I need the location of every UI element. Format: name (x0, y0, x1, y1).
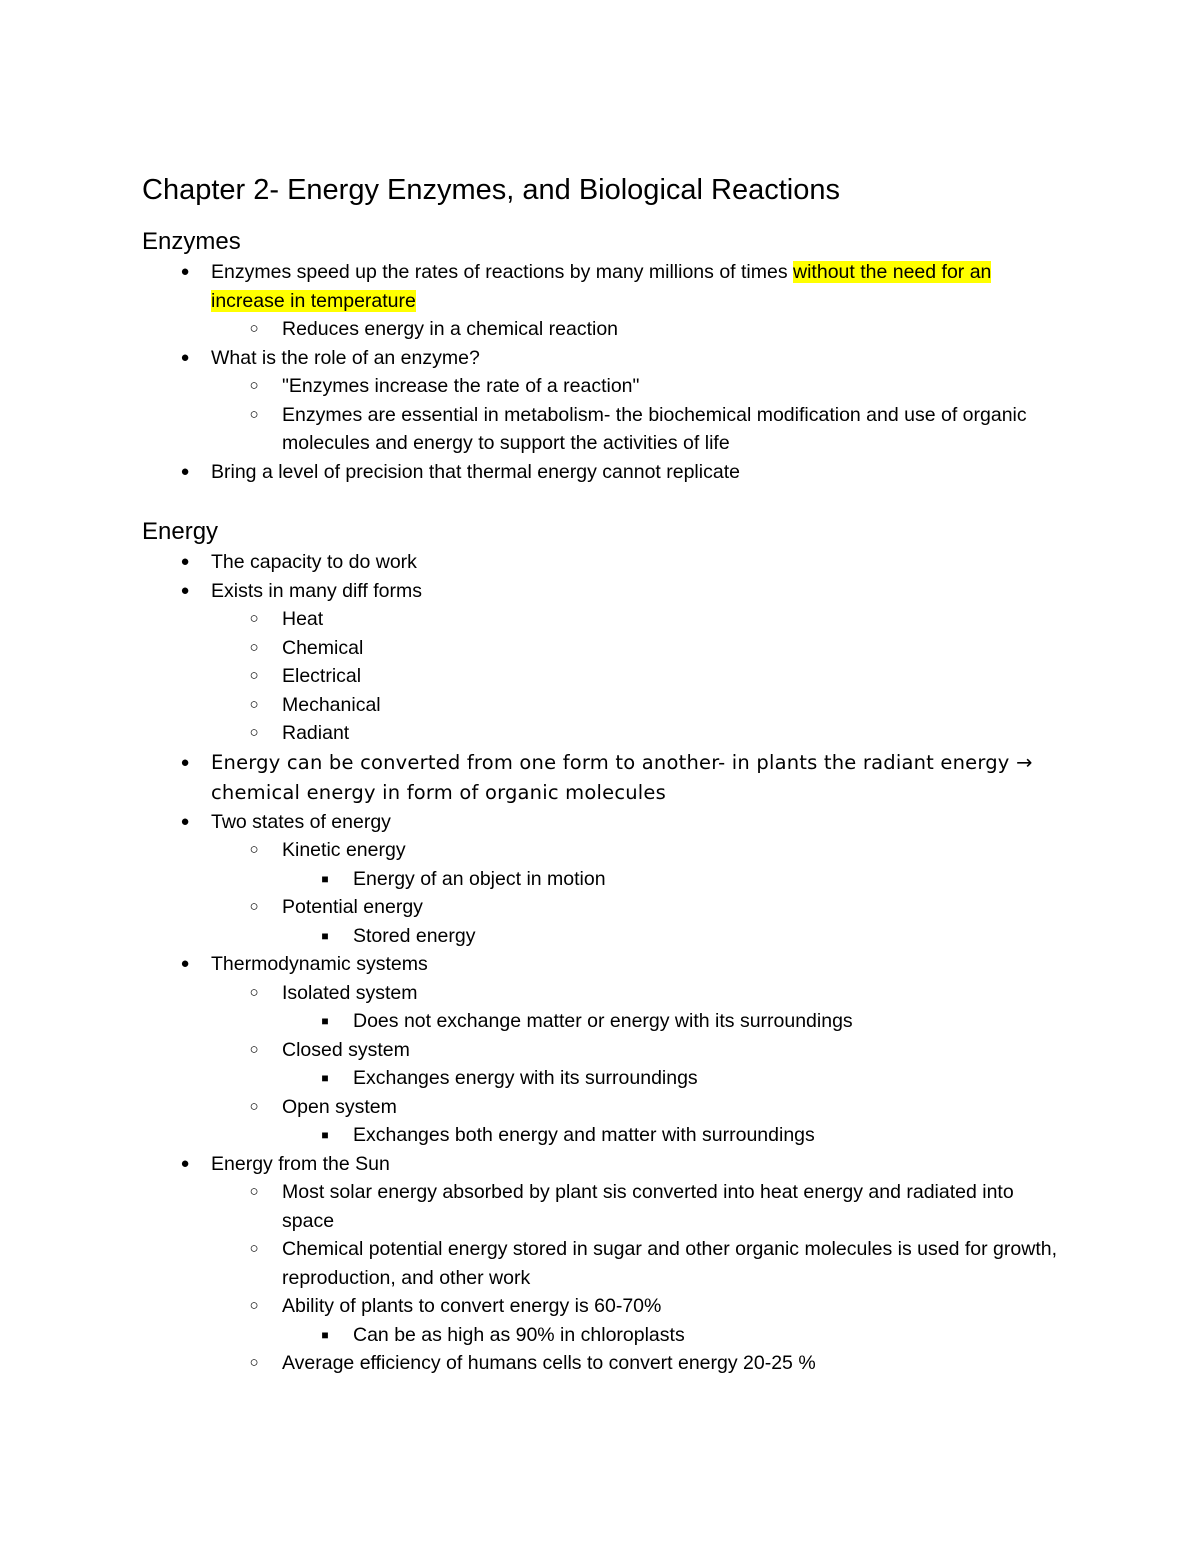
circle-bullet-icon: ○ (249, 695, 259, 713)
circle-bullet-icon: ○ (249, 667, 259, 684)
list-item: ○ Isolated system ■ Does not exchange matter or energy with its surroundings (211, 979, 1062, 1036)
list-item: ○ Radiant (211, 719, 1062, 748)
list-item: ● Energy can be converted from one form to another- in plants the radiant energy → chemical energy in form of organic molecules (142, 748, 1062, 808)
list-item: ■ Exchanges both energy and matter with surroundings (282, 1121, 1062, 1150)
section-heading-energy: Energy (142, 518, 219, 545)
circle-bullet-icon: ○ (249, 377, 259, 394)
list-item: ○ Kinetic energy ■ Energy of an object in motion (211, 836, 1062, 893)
circle-bullet-icon: ○ (249, 983, 259, 1001)
circle-bullet-icon: ○ (249, 320, 259, 337)
circle-bullet-icon: ○ (249, 610, 259, 627)
circle-bullet-icon: ○ (249, 1183, 259, 1200)
section-heading-enzymes: Enzymes (142, 228, 241, 255)
circle-bullet-icon: ○ (249, 638, 259, 656)
enzymes-list (142, 258, 1062, 486)
square-bullet-icon: ■ (321, 928, 329, 943)
list-item: ○ Chemical potential energy stored in sugar and other organic molecules is used for growth, reproduction, and other work (211, 1235, 1062, 1292)
list-item: ○ Electrical (211, 662, 1062, 691)
list-item: ○ Most solar energy absorbed by plant sis converted into heat energy and radiated into space (211, 1178, 1062, 1235)
list-item: ■ Exchanges energy with its surroundings (282, 1064, 1062, 1093)
list-item: ■ Energy of an object in motion (282, 865, 1062, 894)
bullet-icon: ● (180, 581, 190, 599)
bullet-icon: ● (180, 955, 190, 972)
list-item: ○ Heat (211, 605, 1062, 634)
list-item: ○ Potential energy ■ Stored energy (211, 893, 1062, 950)
bullet-icon: ● (180, 753, 190, 771)
list-item: ○ Average efficiency of humans cells to convert energy 20-25 % (211, 1349, 1062, 1378)
list-item: ■ Can be as high as 90% in chloroplasts (282, 1321, 1062, 1350)
circle-bullet-icon: ○ (249, 841, 259, 858)
bullet-icon: ● (180, 553, 190, 570)
list-item: ○ Mechanical (211, 691, 1062, 720)
list-item: ● Thermodynamic systems ○ Isolated system ■ Does not exchange matter or energy with its surroundings ○ Closed system ■ Exchanges energy with its surroundings ○ Open system ■ Exchanges both energy and matter with surroundings (142, 950, 1062, 1150)
list-item: ○ Reduces energy in a chemical reaction (211, 315, 1062, 344)
square-bullet-icon: ■ (321, 1071, 329, 1085)
list-item: ● Exists in many diff forms ○ Heat ○ Chemical ○ Electrical ○ Mechanical ○ Radiant (142, 577, 1062, 748)
circle-bullet-icon: ○ (249, 1240, 259, 1257)
list-item: ● The capacity to do work (142, 548, 1062, 577)
list-item: ○ Enzymes are essential in metabolism- the biochemical modification and use of organic molecules and energy to support the activities of life (211, 401, 1062, 458)
circle-bullet-icon: ○ (249, 405, 259, 423)
bullet-icon: ● (180, 812, 190, 830)
circle-bullet-icon: ○ (249, 724, 259, 741)
list-item: ● What is the role of an enzyme? ○ "Enzymes increase the rate of a reaction" ○ Enzymes are essential in metabolism- the biochemical modification and use of organic molecules and energy to support the activities of life (142, 344, 1062, 458)
circle-bullet-icon: ○ (249, 1297, 259, 1314)
list-item: ■ Stored energy (282, 922, 1062, 951)
square-bullet-icon: ■ (321, 871, 329, 886)
list-item: ○ "Enzymes increase the rate of a reaction" (211, 372, 1062, 401)
list-item: ● Energy from the Sun ○ Most solar energy absorbed by plant sis converted into heat energy and radiated into space ○ Chemical potential energy stored in sugar and other organic molecules is used for growth, reproduction, and other work ○ Ability of plants to convert energy is 60-70% ■ Can be as high as 90% in chloroplasts ○ Average efficiency of humans cells to convert energy 20-25 % (142, 1150, 1062, 1378)
square-bullet-icon: ■ (321, 1128, 329, 1142)
document-page (142, 170, 1062, 1378)
list-item: ○ Open system ■ Exchanges both energy and matter with surroundings (211, 1093, 1062, 1150)
bullet-icon: ● (180, 263, 190, 280)
page-title: Chapter 2- Energy Enzymes, and Biological Reactions (142, 174, 840, 206)
list-item: ○ Chemical (211, 634, 1062, 663)
square-bullet-icon: ■ (321, 1327, 329, 1342)
energy-list (142, 548, 1062, 1378)
list-item: ○ Closed system ■ Exchanges energy with its surroundings (211, 1036, 1062, 1093)
circle-bullet-icon: ○ (249, 1040, 259, 1058)
list-item: ○ Ability of plants to convert energy is 60-70% ■ Can be as high as 90% in chloroplasts (211, 1292, 1062, 1349)
circle-bullet-icon: ○ (249, 898, 259, 915)
circle-bullet-icon: ○ (249, 1354, 259, 1371)
list-item: ● Bring a level of precision that thermal energy cannot replicate (142, 458, 1062, 487)
square-bullet-icon: ■ (321, 1014, 329, 1028)
bullet-icon: ● (180, 348, 190, 366)
highlighted-text: without the need for an increase in temperature (211, 261, 992, 312)
list-item: ● Enzymes speed up the rates of reactions by many millions of times without the need for an increase in temperature ○ Reduces energy in a chemical reaction (142, 258, 1062, 344)
bullet-icon: ● (180, 1154, 190, 1172)
circle-bullet-icon: ○ (249, 1097, 259, 1115)
list-item: ● Two states of energy ○ Kinetic energy ■ Energy of an object in motion ○ Potential energy ■ Stored energy (142, 808, 1062, 951)
bullet-icon: ● (180, 462, 190, 480)
list-item: ■ Does not exchange matter or energy with its surroundings (282, 1007, 1062, 1036)
